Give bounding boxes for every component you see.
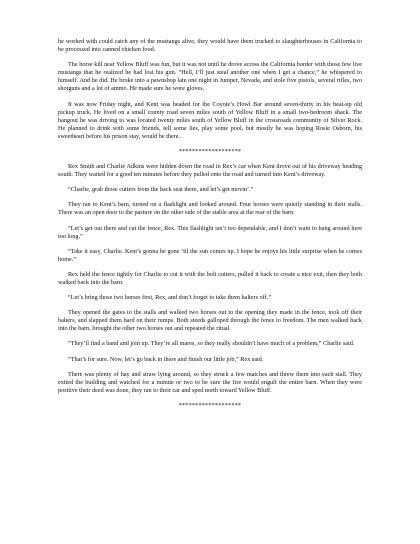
paragraph-10: “Let’s bring those two horses first, Rex, and don’t forget to take them halters off.” (68, 294, 271, 302)
paragraph-3: It was now Friday night, and Kent was headed for the Coyote’s Howl Bar around seven-thirty in his beat-up old pickup truck. He lived on a small county road seven miles south of Yellow Bluff in a small two-bedroom shack. The hangout he was driving to was located twenty miles south of Yellow Bluff in the crossroads community of Silver Rock. He planned to drink with some friends, tell some lies, play some pool, but mostly he was hoping Rosie Osborn, his sweetheart before his prison stay, would be there. (58, 100, 362, 140)
paragraph-14: There was plenty of hay and straw lying around, so they struck a few matches and threw them into each stall. They exited the building and watched for a minute or two to be sure the fire would engulf the entire barn. When they were positive their deed was done, they ran to their car and sped north toward Yellow Bluff. (58, 370, 362, 394)
paragraph-11: They opened the gates to the stalls and walked two horses out to the opening they made in the fence, took off their halters, and slapped them hard on their rumps. Both steeds galloped through the fence to freedom. The men walked back into the barn, brought the other two horses out and repeated the ritual. (58, 309, 362, 333)
section-separator: ******************* (178, 148, 242, 156)
paragraph-2: The horse kill near Yellow Bluff was fun, but it was not until he drove across the California border with those few live mustangs that he realized he had lost his gun. “Hell, I’ll just steal another one when I get a chance,” he whispered to himself. And he did. He broke into a pawnshop late one night in Juniper, Nevada, and stole five pistols, several rifles, two shotguns and a lot of ammo. He made sure he wore gloves. (58, 61, 362, 93)
paragraph-4: Rex Smith and Charlie Adkins were hidden down the road in Rex’s car when Kent drove out of his driveway heading south. They waited for a good ten minutes before they pulled onto the road and turned into Kent’s driveway. (58, 163, 362, 179)
paragraph-8: “Take it easy, Charlie. Kent’s gonna be gone ’til the sun comes up. I hope he enjoys his little surprise when he comes home.” (58, 247, 362, 263)
paragraph-7: “Let’s get out there and cut the fence, Rex. This flashlight isn’t too dependable, and I don’t want to hang around here too long.” (58, 224, 362, 240)
paragraph-5: “Charlie, grab those cutters from the back seat there, and let’s get movin’.” (68, 186, 254, 194)
paragraph-13: “That’s for sure. Now, let’s go back in there and finish our little job,” Rex said. (68, 355, 264, 363)
section-separator-end: ******************* (178, 401, 242, 409)
paragraph-6: They ran to Kent’s barn, turned on a flashlight and looked around. Four horses were quietly standing in their stalls. There was an open door to the pasture on the other side of the stable area at the rear of the barn. (58, 201, 362, 217)
paragraph-1: he worked with could catch any of the mustangs alive, they would have them trucked to slaughterhouses in California to be processed into canned chicken food. (58, 38, 362, 54)
paragraph-9: Rex held the fence tightly for Charlie to cut it with the bolt cutters, pulled it back to create a nice exit, then they both walked back into the barn. (58, 270, 362, 286)
paragraph-12: “They’ll find a band and join up. They’re all mares, so they really shouldn’t have much of a problem,” Charlie said. (68, 340, 355, 348)
